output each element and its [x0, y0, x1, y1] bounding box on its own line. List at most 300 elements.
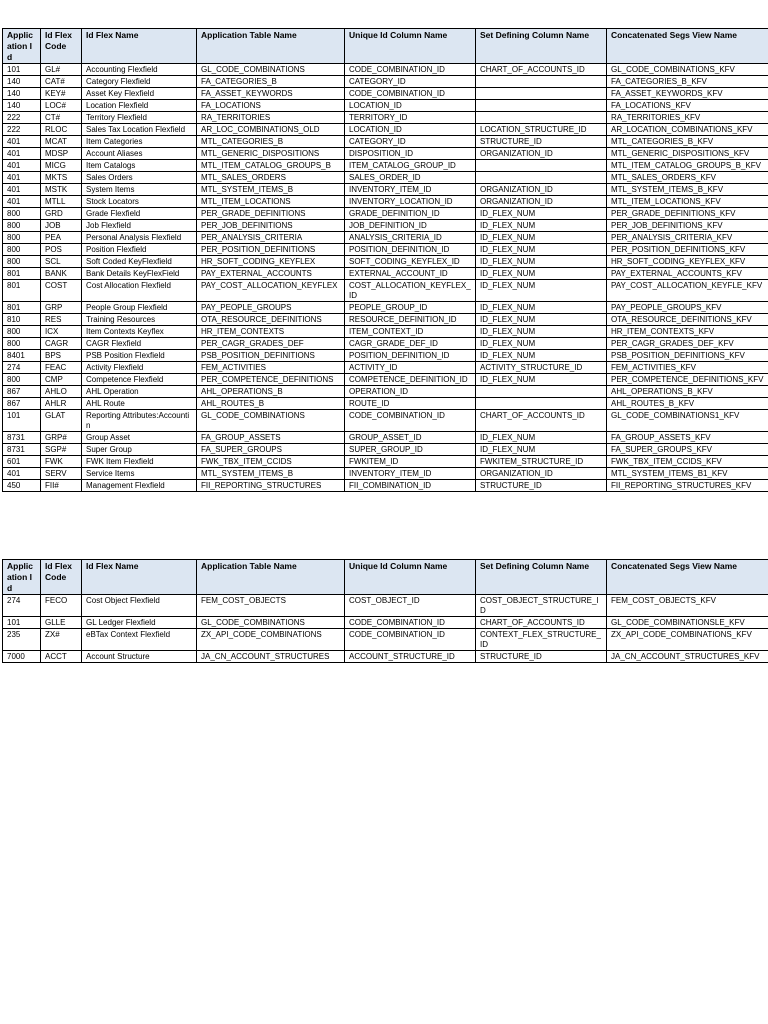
table-row	[3, 76, 768, 88]
cell-id-flex-name: Asset Key Flexfield	[82, 88, 197, 100]
table-body	[3, 595, 768, 663]
table-row	[3, 338, 768, 350]
table-row	[3, 362, 768, 374]
cell-application-id: 101	[3, 617, 41, 629]
cell-set-defining-column-name: ID_FLEX_NUM	[476, 432, 607, 444]
table-row	[3, 432, 768, 444]
cell-id-flex-name: Job Flexfield	[82, 220, 197, 232]
cell-concatenated-segs-view-name: MTL_SYSTEM_ITEMS_B_KFV	[607, 184, 768, 196]
cell-application-id: 867	[3, 386, 41, 398]
cell-set-defining-column-name: ID_FLEX_NUM	[476, 350, 607, 362]
cell-set-defining-column-name: ID_FLEX_NUM	[476, 374, 607, 386]
table-row	[3, 480, 768, 492]
cell-application-table-name: PAY_COST_ALLOCATION_KEYFLEX	[197, 280, 345, 302]
cell-application-id: 801	[3, 280, 41, 302]
cell-application-table-name: HR_SOFT_CODING_KEYFLEX	[197, 256, 345, 268]
cell-id-flex-code: FII#	[41, 480, 82, 492]
cell-id-flex-name: Category Flexfield	[82, 76, 197, 88]
cell-id-flex-name: Sales Tax Location Flexfield	[82, 124, 197, 136]
table-row	[3, 208, 768, 220]
cell-id-flex-name: Cost Object Flexfield	[82, 595, 197, 617]
cell-unique-id-column-name: EXTERNAL_ACCOUNT_ID	[345, 268, 476, 280]
cell-application-id: 800	[3, 374, 41, 386]
cell-application-id: 401	[3, 172, 41, 184]
cell-unique-id-column-name: COST_OBJECT_ID	[345, 595, 476, 617]
cell-unique-id-column-name: CATEGORY_ID	[345, 136, 476, 148]
cell-set-defining-column-name: CHART_OF_ACCOUNTS_ID	[476, 410, 607, 432]
cell-application-table-name: FWK_TBX_ITEM_CCIDS	[197, 456, 345, 468]
cell-unique-id-column-name: ACTIVITY_ID	[345, 362, 476, 374]
cell-set-defining-column-name	[476, 398, 607, 410]
cell-concatenated-segs-view-name: FEM_ACTIVITIES_KFV	[607, 362, 768, 374]
cell-application-table-name: MTL_ITEM_CATALOG_GROUPS_B	[197, 160, 345, 172]
cell-unique-id-column-name: POSITION_DEFINITION_ID	[345, 244, 476, 256]
cell-unique-id-column-name: SUPER_GROUP_ID	[345, 444, 476, 456]
cell-set-defining-column-name: ID_FLEX_NUM	[476, 280, 607, 302]
cell-id-flex-code: GLLE	[41, 617, 82, 629]
cell-concatenated-segs-view-name: FII_REPORTING_STRUCTURES_KFV	[607, 480, 768, 492]
cell-id-flex-code: MICG	[41, 160, 82, 172]
cell-id-flex-code: COST	[41, 280, 82, 302]
cell-application-table-name: MTL_CATEGORIES_B	[197, 136, 345, 148]
cell-set-defining-column-name: ID_FLEX_NUM	[476, 302, 607, 314]
table-row	[3, 160, 768, 172]
table-header	[3, 29, 768, 64]
table-row	[3, 244, 768, 256]
cell-id-flex-code: FECO	[41, 595, 82, 617]
cell-id-flex-name: eBTax Context Flexfield	[82, 629, 197, 651]
cell-application-id: 274	[3, 595, 41, 617]
cell-application-table-name: PER_ANALYSIS_CRITERIA	[197, 232, 345, 244]
cell-set-defining-column-name	[476, 76, 607, 88]
flexfield-table-2	[2, 559, 768, 663]
cell-id-flex-code: POS	[41, 244, 82, 256]
cell-application-table-name: PER_COMPETENCE_DEFINITIONS	[197, 374, 345, 386]
cell-id-flex-name: Cost Allocation Flexfield	[82, 280, 197, 302]
cell-id-flex-name: FWK Item Flexfield	[82, 456, 197, 468]
cell-id-flex-name: AHL Route	[82, 398, 197, 410]
cell-application-id: 235	[3, 629, 41, 651]
cell-application-id: 222	[3, 112, 41, 124]
cell-application-table-name: PER_GRADE_DEFINITIONS	[197, 208, 345, 220]
table-row	[3, 256, 768, 268]
column-header-application-table-name: Application Table Name	[197, 29, 345, 64]
cell-id-flex-name: Reporting Attributes:Accountin	[82, 410, 197, 432]
cell-set-defining-column-name: CONTEXT_FLEX_STRUCTURE_ID	[476, 629, 607, 651]
cell-unique-id-column-name: ROUTE_ID	[345, 398, 476, 410]
table-row	[3, 350, 768, 362]
cell-application-table-name: RA_TERRITORIES	[197, 112, 345, 124]
cell-set-defining-column-name: ID_FLEX_NUM	[476, 208, 607, 220]
table-row	[3, 444, 768, 456]
table-row	[3, 398, 768, 410]
cell-id-flex-name: Sales Orders	[82, 172, 197, 184]
cell-concatenated-segs-view-name: FEM_COST_OBJECTS_KFV	[607, 595, 768, 617]
cell-application-table-name: ZX_API_CODE_COMBINATIONS	[197, 629, 345, 651]
cell-concatenated-segs-view-name: HR_ITEM_CONTEXTS_KFV	[607, 326, 768, 338]
table-row	[3, 617, 768, 629]
cell-id-flex-code: RLOC	[41, 124, 82, 136]
cell-id-flex-name: Management Flexfield	[82, 480, 197, 492]
table-row	[3, 629, 768, 651]
cell-set-defining-column-name	[476, 112, 607, 124]
column-header-application-id: Application Id	[3, 29, 41, 64]
cell-set-defining-column-name	[476, 172, 607, 184]
cell-application-table-name: PER_CAGR_GRADES_DEF	[197, 338, 345, 350]
cell-application-id: 800	[3, 220, 41, 232]
cell-application-id: 867	[3, 398, 41, 410]
cell-unique-id-column-name: ACCOUNT_STRUCTURE_ID	[345, 651, 476, 663]
cell-application-table-name: FA_CATEGORIES_B	[197, 76, 345, 88]
cell-id-flex-name: Accounting Flexfield	[82, 64, 197, 76]
cell-unique-id-column-name: ITEM_CATALOG_GROUP_ID	[345, 160, 476, 172]
cell-id-flex-name: Location Flexfield	[82, 100, 197, 112]
cell-unique-id-column-name: GRADE_DEFINITION_ID	[345, 208, 476, 220]
table-row	[3, 268, 768, 280]
cell-application-table-name: AHL_ROUTES_B	[197, 398, 345, 410]
table-row	[3, 386, 768, 398]
cell-application-table-name: HR_ITEM_CONTEXTS	[197, 326, 345, 338]
cell-concatenated-segs-view-name: HR_SOFT_CODING_KEYFLEX_KFV	[607, 256, 768, 268]
cell-id-flex-code: JOB	[41, 220, 82, 232]
cell-concatenated-segs-view-name: PER_POSITION_DEFINITIONS_KFV	[607, 244, 768, 256]
cell-unique-id-column-name: JOB_DEFINITION_ID	[345, 220, 476, 232]
cell-application-id: 801	[3, 268, 41, 280]
cell-set-defining-column-name: ORGANIZATION_ID	[476, 184, 607, 196]
cell-application-id: 800	[3, 244, 41, 256]
column-header-set-defining-column-name: Set Defining Column Name	[476, 29, 607, 64]
cell-set-defining-column-name: ID_FLEX_NUM	[476, 232, 607, 244]
cell-set-defining-column-name: CHART_OF_ACCOUNTS_ID	[476, 617, 607, 629]
cell-concatenated-segs-view-name: PER_JOB_DEFINITIONS_KFV	[607, 220, 768, 232]
cell-id-flex-name: Personal Analysis Flexfield	[82, 232, 197, 244]
cell-concatenated-segs-view-name: AR_LOCATION_COMBINATIONS_KFV	[607, 124, 768, 136]
cell-concatenated-segs-view-name: MTL_SYSTEM_ITEMS_B1_KFV	[607, 468, 768, 480]
cell-set-defining-column-name: ID_FLEX_NUM	[476, 444, 607, 456]
cell-application-table-name: FA_SUPER_GROUPS	[197, 444, 345, 456]
cell-id-flex-code: MKTS	[41, 172, 82, 184]
cell-application-id: 401	[3, 196, 41, 208]
cell-id-flex-name: PSB Position Flexfield	[82, 350, 197, 362]
cell-id-flex-code: BPS	[41, 350, 82, 362]
cell-application-table-name: PAY_EXTERNAL_ACCOUNTS	[197, 268, 345, 280]
cell-concatenated-segs-view-name: GL_CODE_COMBINATIONS1_KFV	[607, 410, 768, 432]
cell-unique-id-column-name: CODE_COMBINATION_ID	[345, 617, 476, 629]
table-row	[3, 314, 768, 326]
cell-set-defining-column-name: LOCATION_STRUCTURE_ID	[476, 124, 607, 136]
cell-application-table-name: FEM_COST_OBJECTS	[197, 595, 345, 617]
cell-application-table-name: AHL_OPERATIONS_B	[197, 386, 345, 398]
cell-set-defining-column-name: STRUCTURE_ID	[476, 651, 607, 663]
cell-id-flex-code: GRD	[41, 208, 82, 220]
table-row	[3, 595, 768, 617]
cell-set-defining-column-name: COST_OBJECT_STRUCTURE_ID	[476, 595, 607, 617]
cell-id-flex-name: Activity Flexfield	[82, 362, 197, 374]
column-header-set-defining-column-name: Set Defining Column Name	[476, 560, 607, 595]
cell-application-id: 800	[3, 326, 41, 338]
cell-set-defining-column-name: ORGANIZATION_ID	[476, 468, 607, 480]
cell-application-id: 140	[3, 76, 41, 88]
flexfield-table-1	[2, 28, 768, 492]
cell-application-id: 450	[3, 480, 41, 492]
cell-application-table-name: FA_LOCATIONS	[197, 100, 345, 112]
cell-set-defining-column-name: ID_FLEX_NUM	[476, 220, 607, 232]
cell-concatenated-segs-view-name: FA_LOCATIONS_KFV	[607, 100, 768, 112]
table-row	[3, 326, 768, 338]
cell-set-defining-column-name: ID_FLEX_NUM	[476, 256, 607, 268]
cell-unique-id-column-name: COST_ALLOCATION_KEYFLEX_ID	[345, 280, 476, 302]
cell-unique-id-column-name: PEOPLE_GROUP_ID	[345, 302, 476, 314]
cell-application-table-name: MTL_SYSTEM_ITEMS_B	[197, 468, 345, 480]
cell-application-table-name: MTL_GENERIC_DISPOSITIONS	[197, 148, 345, 160]
table-header	[3, 560, 768, 595]
cell-concatenated-segs-view-name: PAY_COST_ALLOCATION_KEYFLE_KFV	[607, 280, 768, 302]
cell-unique-id-column-name: CATEGORY_ID	[345, 76, 476, 88]
cell-concatenated-segs-view-name: GL_CODE_COMBINATIONS_KFV	[607, 64, 768, 76]
cell-application-id: 101	[3, 64, 41, 76]
cell-id-flex-code: CMP	[41, 374, 82, 386]
column-header-id-flex-name: Id Flex Name	[82, 29, 197, 64]
cell-unique-id-column-name: COMPETENCE_DEFINITION_ID	[345, 374, 476, 386]
cell-concatenated-segs-view-name: JA_CN_ACCOUNT_STRUCTURES_KFV	[607, 651, 768, 663]
table-row	[3, 196, 768, 208]
cell-id-flex-name: Item Contexts Keyflex	[82, 326, 197, 338]
cell-id-flex-name: System Items	[82, 184, 197, 196]
cell-set-defining-column-name: ID_FLEX_NUM	[476, 268, 607, 280]
cell-application-id: 8401	[3, 350, 41, 362]
cell-id-flex-code: ICX	[41, 326, 82, 338]
cell-application-table-name: MTL_SALES_ORDERS	[197, 172, 345, 184]
cell-id-flex-code: KEY#	[41, 88, 82, 100]
cell-application-id: 800	[3, 232, 41, 244]
cell-id-flex-name: Training Resources	[82, 314, 197, 326]
cell-set-defining-column-name: STRUCTURE_ID	[476, 480, 607, 492]
cell-set-defining-column-name	[476, 88, 607, 100]
cell-concatenated-segs-view-name: PAY_PEOPLE_GROUPS_KFV	[607, 302, 768, 314]
cell-concatenated-segs-view-name: MTL_ITEM_CATALOG_GROUPS_B_KFV	[607, 160, 768, 172]
column-header-unique-id-column-name: Unique Id Column Name	[345, 29, 476, 64]
cell-application-id: 601	[3, 456, 41, 468]
header-row	[3, 560, 768, 595]
cell-unique-id-column-name: ANALYSIS_CRITERIA_ID	[345, 232, 476, 244]
cell-application-table-name: FEM_ACTIVITIES	[197, 362, 345, 374]
cell-id-flex-name: AHL Operation	[82, 386, 197, 398]
cell-unique-id-column-name: FWKITEM_ID	[345, 456, 476, 468]
cell-application-id: 810	[3, 314, 41, 326]
column-header-application-table-name: Application Table Name	[197, 560, 345, 595]
table-row	[3, 148, 768, 160]
cell-id-flex-code: ACCT	[41, 651, 82, 663]
table-row	[3, 64, 768, 76]
cell-id-flex-code: SERV	[41, 468, 82, 480]
cell-application-id: 401	[3, 148, 41, 160]
cell-set-defining-column-name	[476, 386, 607, 398]
cell-concatenated-segs-view-name: RA_TERRITORIES_KFV	[607, 112, 768, 124]
table-row	[3, 184, 768, 196]
table-row	[3, 232, 768, 244]
table-row	[3, 468, 768, 480]
cell-id-flex-name: Account Aliases	[82, 148, 197, 160]
cell-concatenated-segs-view-name: PER_COMPETENCE_DEFINITIONS_KFV	[607, 374, 768, 386]
cell-unique-id-column-name: INVENTORY_ITEM_ID	[345, 468, 476, 480]
cell-concatenated-segs-view-name: PER_CAGR_GRADES_DEF_KFV	[607, 338, 768, 350]
cell-id-flex-code: SGP#	[41, 444, 82, 456]
column-header-id-flex-code: Id Flex Code	[41, 29, 82, 64]
cell-id-flex-name: People Group Flexfield	[82, 302, 197, 314]
column-header-concatenated-segs-view-name: Concatenated Segs View Name	[607, 560, 768, 595]
cell-set-defining-column-name: ORGANIZATION_ID	[476, 196, 607, 208]
cell-concatenated-segs-view-name: ZX_API_CODE_COMBINATIONS_KFV	[607, 629, 768, 651]
cell-set-defining-column-name: ID_FLEX_NUM	[476, 244, 607, 256]
cell-unique-id-column-name: RESOURCE_DEFINITION_ID	[345, 314, 476, 326]
cell-set-defining-column-name: ID_FLEX_NUM	[476, 338, 607, 350]
table-row	[3, 410, 768, 432]
cell-id-flex-code: FWK	[41, 456, 82, 468]
table-row	[3, 88, 768, 100]
cell-id-flex-name: Super Group	[82, 444, 197, 456]
table-row	[3, 220, 768, 232]
cell-unique-id-column-name: CAGR_GRADE_DEF_ID	[345, 338, 476, 350]
cell-application-id: 140	[3, 100, 41, 112]
table-row	[3, 136, 768, 148]
table-row	[3, 100, 768, 112]
table-row	[3, 124, 768, 136]
cell-id-flex-code: MCAT	[41, 136, 82, 148]
cell-set-defining-column-name: ACTIVITY_STRUCTURE_ID	[476, 362, 607, 374]
cell-unique-id-column-name: CODE_COMBINATION_ID	[345, 88, 476, 100]
cell-id-flex-code: MSTK	[41, 184, 82, 196]
cell-unique-id-column-name: CODE_COMBINATION_ID	[345, 629, 476, 651]
cell-concatenated-segs-view-name: AHL_ROUTES_B_KFV	[607, 398, 768, 410]
cell-application-id: 274	[3, 362, 41, 374]
cell-application-id: 800	[3, 338, 41, 350]
cell-application-id: 800	[3, 208, 41, 220]
table-row	[3, 280, 768, 302]
cell-unique-id-column-name: LOCATION_ID	[345, 100, 476, 112]
column-header-application-id: Application Id	[3, 560, 41, 595]
cell-application-table-name: GL_CODE_COMBINATIONS	[197, 617, 345, 629]
cell-application-table-name: GL_CODE_COMBINATIONS	[197, 410, 345, 432]
cell-id-flex-code: CAT#	[41, 76, 82, 88]
cell-unique-id-column-name: SALES_ORDER_ID	[345, 172, 476, 184]
cell-concatenated-segs-view-name: PER_GRADE_DEFINITIONS_KFV	[607, 208, 768, 220]
cell-application-id: 222	[3, 124, 41, 136]
cell-application-id: 401	[3, 160, 41, 172]
cell-id-flex-code: AHLO	[41, 386, 82, 398]
table-row	[3, 374, 768, 386]
cell-unique-id-column-name: GROUP_ASSET_ID	[345, 432, 476, 444]
cell-unique-id-column-name: INVENTORY_LOCATION_ID	[345, 196, 476, 208]
cell-concatenated-segs-view-name: MTL_ITEM_LOCATIONS_KFV	[607, 196, 768, 208]
cell-id-flex-name: Soft Coded KeyFlexfield	[82, 256, 197, 268]
column-header-id-flex-name: Id Flex Name	[82, 560, 197, 595]
table-row	[3, 651, 768, 663]
cell-application-id: 401	[3, 184, 41, 196]
cell-unique-id-column-name: SOFT_CODING_KEYFLEX_ID	[345, 256, 476, 268]
cell-id-flex-code: MTLL	[41, 196, 82, 208]
cell-set-defining-column-name: ID_FLEX_NUM	[476, 326, 607, 338]
cell-id-flex-name: Account Structure	[82, 651, 197, 663]
cell-id-flex-code: RES	[41, 314, 82, 326]
cell-concatenated-segs-view-name: FA_SUPER_GROUPS_KFV	[607, 444, 768, 456]
cell-id-flex-code: ZX#	[41, 629, 82, 651]
cell-application-table-name: PER_JOB_DEFINITIONS	[197, 220, 345, 232]
cell-application-table-name: AR_LOC_COMBINATIONS_OLD	[197, 124, 345, 136]
cell-id-flex-code: BANK	[41, 268, 82, 280]
cell-unique-id-column-name: INVENTORY_ITEM_ID	[345, 184, 476, 196]
table-row	[3, 302, 768, 314]
cell-id-flex-code: PEA	[41, 232, 82, 244]
cell-id-flex-name: Group Asset	[82, 432, 197, 444]
table-row	[3, 456, 768, 468]
cell-application-id: 8731	[3, 444, 41, 456]
cell-concatenated-segs-view-name: MTL_CATEGORIES_B_KFV	[607, 136, 768, 148]
cell-application-table-name: FA_ASSET_KEYWORDS	[197, 88, 345, 100]
cell-concatenated-segs-view-name: MTL_GENERIC_DISPOSITIONS_KFV	[607, 148, 768, 160]
cell-application-id: 101	[3, 410, 41, 432]
column-header-id-flex-code: Id Flex Code	[41, 560, 82, 595]
cell-concatenated-segs-view-name: MTL_SALES_ORDERS_KFV	[607, 172, 768, 184]
cell-application-id: 401	[3, 136, 41, 148]
cell-unique-id-column-name: DISPOSITION_ID	[345, 148, 476, 160]
cell-set-defining-column-name	[476, 100, 607, 112]
cell-application-table-name: PAY_PEOPLE_GROUPS	[197, 302, 345, 314]
cell-id-flex-name: Territory Flexfield	[82, 112, 197, 124]
cell-unique-id-column-name: TERRITORY_ID	[345, 112, 476, 124]
cell-unique-id-column-name: FII_COMBINATION_ID	[345, 480, 476, 492]
cell-id-flex-code: FEAC	[41, 362, 82, 374]
cell-concatenated-segs-view-name: PAY_EXTERNAL_ACCOUNTS_KFV	[607, 268, 768, 280]
cell-id-flex-name: Competence Flexfield	[82, 374, 197, 386]
cell-unique-id-column-name: ITEM_CONTEXT_ID	[345, 326, 476, 338]
cell-unique-id-column-name: LOCATION_ID	[345, 124, 476, 136]
cell-id-flex-code: MDSP	[41, 148, 82, 160]
cell-application-table-name: MTL_ITEM_LOCATIONS	[197, 196, 345, 208]
cell-id-flex-name: GL Ledger Flexfield	[82, 617, 197, 629]
cell-application-id: 140	[3, 88, 41, 100]
cell-application-table-name: FA_GROUP_ASSETS	[197, 432, 345, 444]
column-header-unique-id-column-name: Unique Id Column Name	[345, 560, 476, 595]
cell-id-flex-name: Stock Locators	[82, 196, 197, 208]
cell-application-table-name: MTL_SYSTEM_ITEMS_B	[197, 184, 345, 196]
cell-set-defining-column-name	[476, 160, 607, 172]
cell-concatenated-segs-view-name: GL_CODE_COMBINATIONSLE_KFV	[607, 617, 768, 629]
cell-application-id: 8731	[3, 432, 41, 444]
cell-id-flex-code: AHLR	[41, 398, 82, 410]
cell-id-flex-code: CAGR	[41, 338, 82, 350]
cell-set-defining-column-name: CHART_OF_ACCOUNTS_ID	[476, 64, 607, 76]
table-row	[3, 172, 768, 184]
cell-id-flex-code: LOC#	[41, 100, 82, 112]
cell-application-table-name: JA_CN_ACCOUNT_STRUCTURES	[197, 651, 345, 663]
header-row	[3, 29, 768, 64]
cell-id-flex-name: Item Categories	[82, 136, 197, 148]
cell-concatenated-segs-view-name: PER_ANALYSIS_CRITERIA_KFV	[607, 232, 768, 244]
cell-unique-id-column-name: POSITION_DEFINITION_ID	[345, 350, 476, 362]
cell-id-flex-code: CT#	[41, 112, 82, 124]
cell-unique-id-column-name: CODE_COMBINATION_ID	[345, 64, 476, 76]
cell-id-flex-name: Position Flexfield	[82, 244, 197, 256]
cell-application-table-name: FII_REPORTING_STRUCTURES	[197, 480, 345, 492]
table-row	[3, 112, 768, 124]
cell-unique-id-column-name: CODE_COMBINATION_ID	[345, 410, 476, 432]
cell-set-defining-column-name: ID_FLEX_NUM	[476, 314, 607, 326]
cell-unique-id-column-name: OPERATION_ID	[345, 386, 476, 398]
cell-application-id: 801	[3, 302, 41, 314]
cell-application-table-name: PSB_POSITION_DEFINITIONS	[197, 350, 345, 362]
cell-id-flex-name: Grade Flexfield	[82, 208, 197, 220]
cell-application-table-name: GL_CODE_COMBINATIONS	[197, 64, 345, 76]
